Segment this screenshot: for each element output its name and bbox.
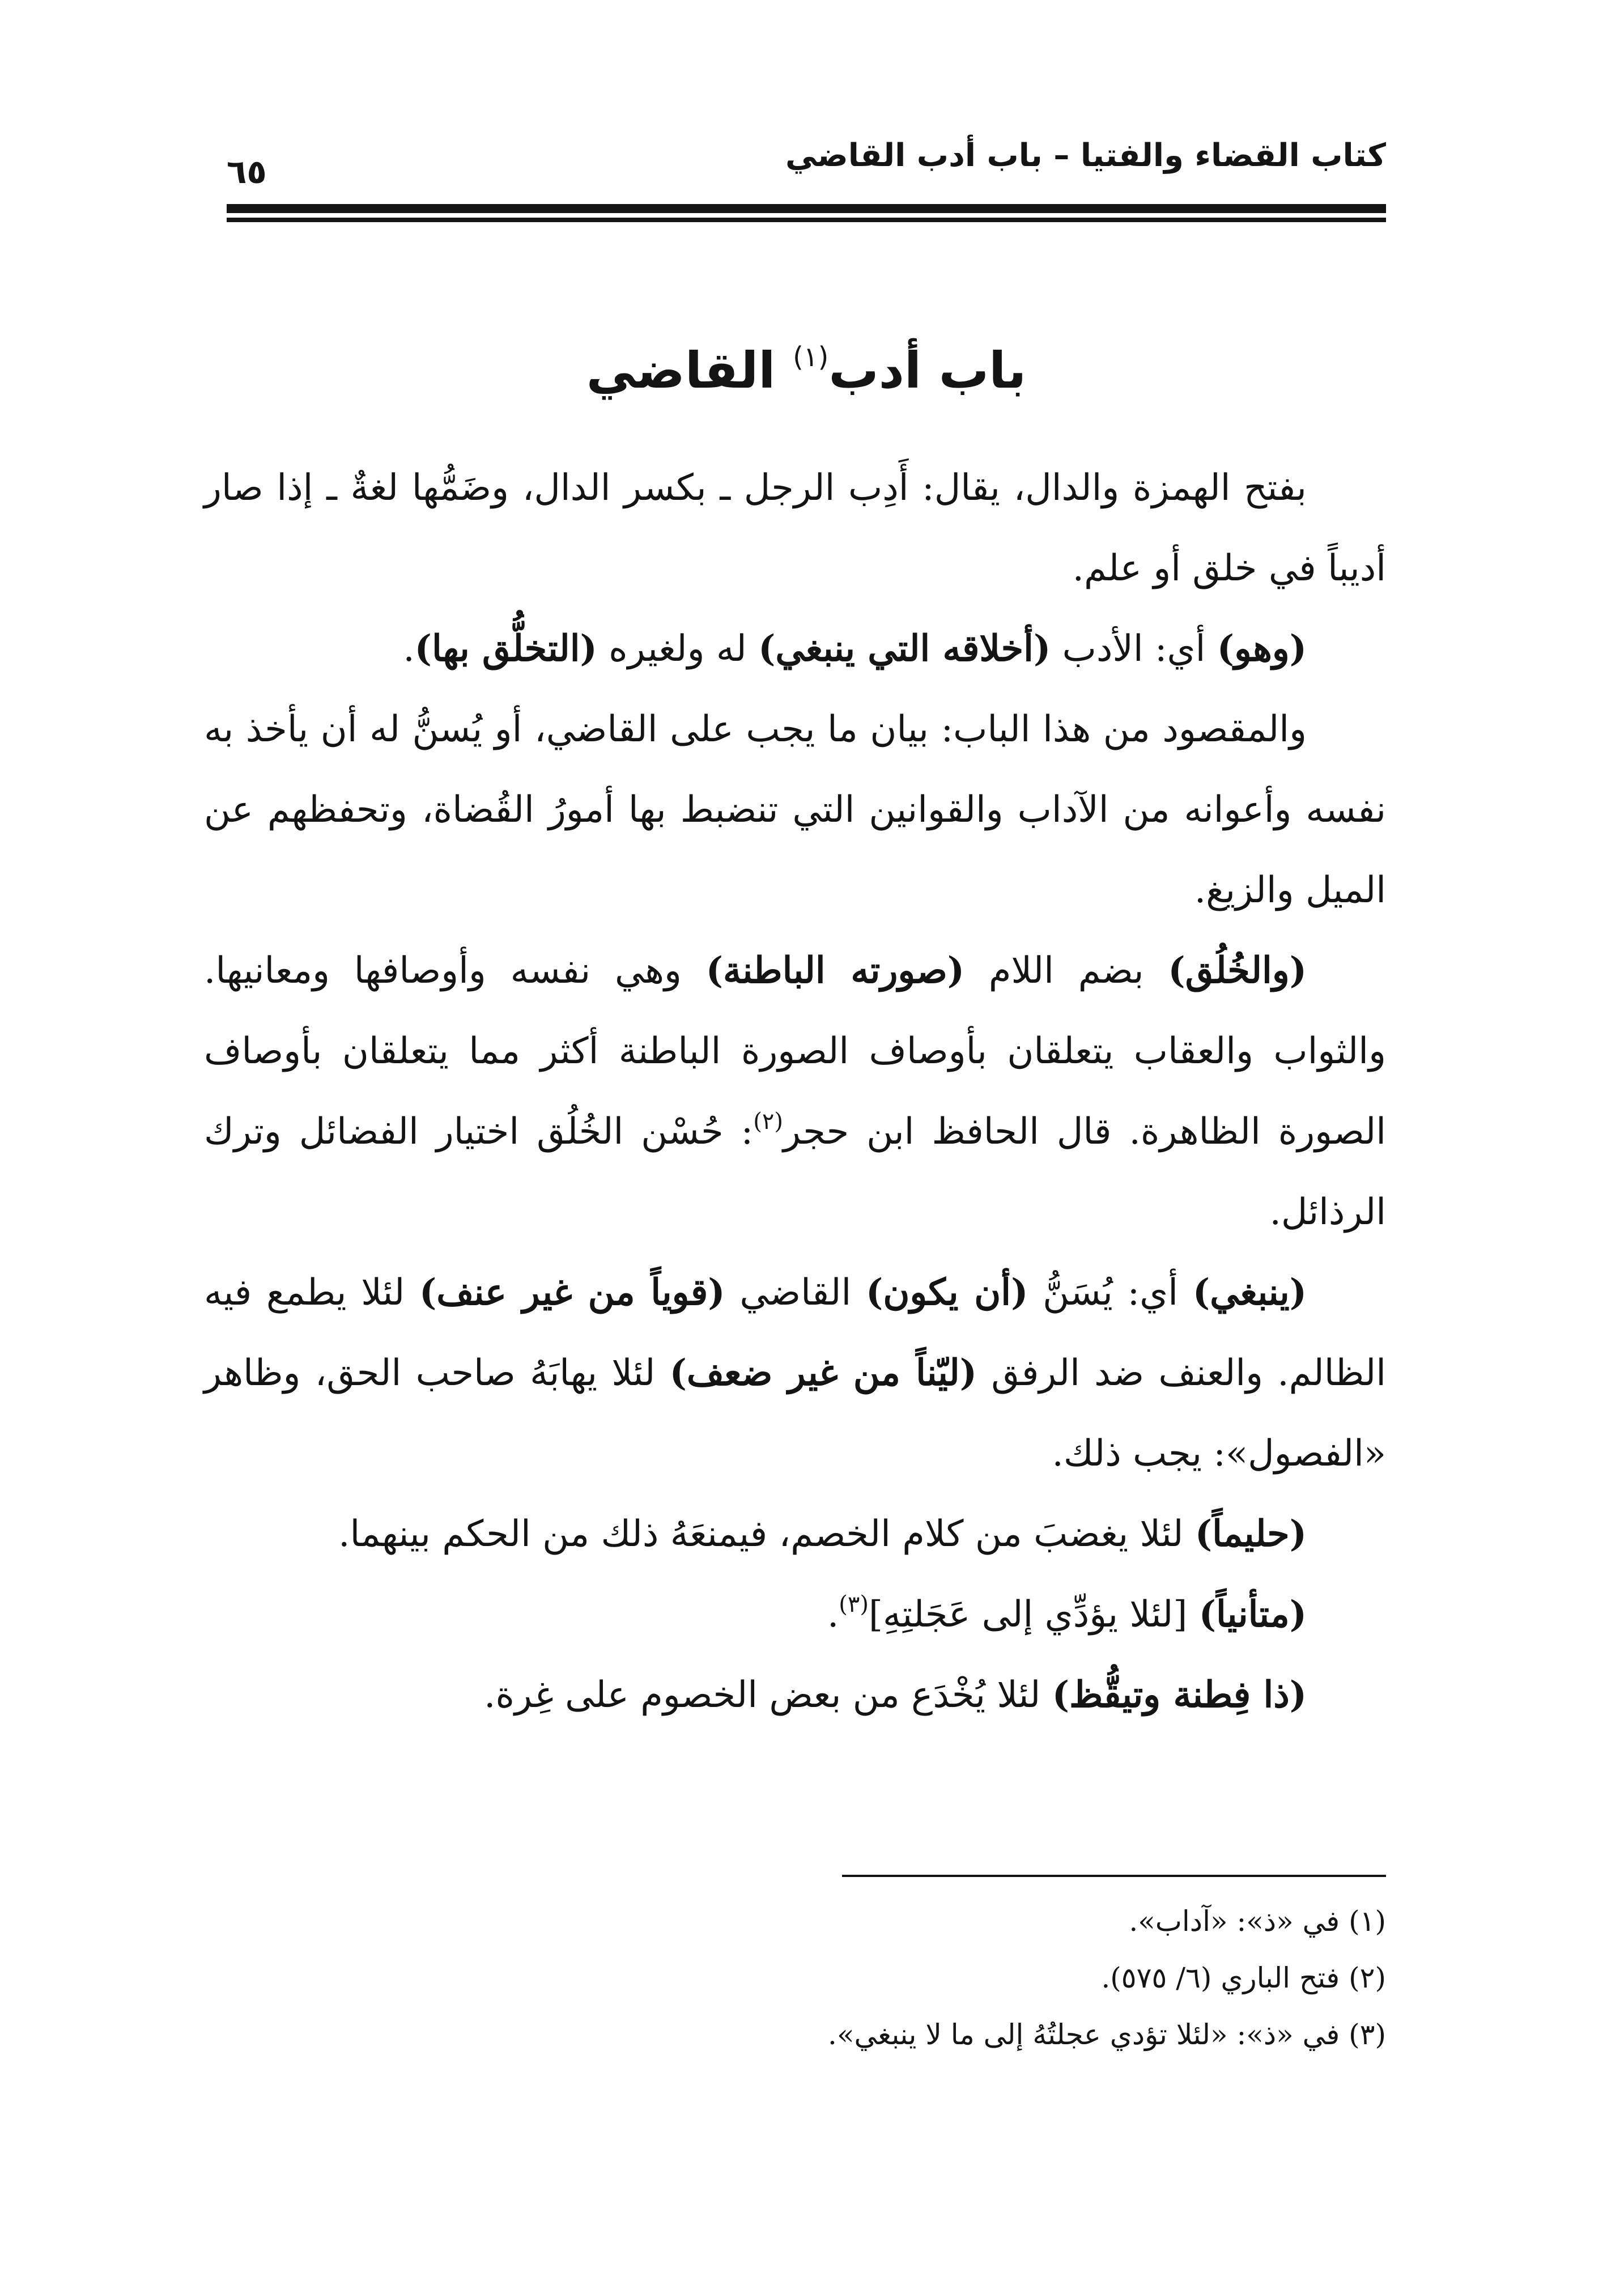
chapter-title-part-b: القاضي bbox=[586, 341, 793, 400]
paragraph bbox=[204, 689, 1386, 931]
text-run: أي: يُسَنُّ bbox=[1028, 1272, 1193, 1314]
paragraph bbox=[204, 1252, 1386, 1494]
footnote-2: (٢) فتح الباري (٦/ ٥٧٥). bbox=[1101, 1961, 1386, 1994]
paragraph bbox=[204, 1655, 1386, 1735]
chapter-title bbox=[227, 317, 1386, 410]
footnote-separator bbox=[842, 1875, 1386, 1877]
header-double-rule bbox=[227, 204, 1386, 223]
text-run: والمقصود من هذا الباب: بيان ما يجب على القاضي، أو يُسنُّ له أن يأخذ به نفسه وأعوانه من الآداب والقوانين التي تنضبط بها أمورُ القُضاة، وتحفظهم عن الميل والزيغ. bbox=[204, 708, 1386, 911]
text-run: . bbox=[827, 1594, 839, 1636]
bold-term: (متأنياً) bbox=[1198, 1593, 1307, 1636]
text-run: لئلا يهابَهُ صاحب الحق، وظاهر «الفصول»: يجب ذلك. bbox=[204, 1352, 1386, 1475]
paragraph bbox=[204, 931, 1386, 1252]
paragraph bbox=[204, 1494, 1386, 1574]
header-rule-thick bbox=[227, 204, 1386, 213]
bold-term: (أن يكون) bbox=[866, 1271, 1028, 1314]
text-run: [لئلا يؤدِّي إلى عَجَلتِهِ] bbox=[869, 1594, 1199, 1636]
bold-term: (ذا فِطنة وتيقُّظ) bbox=[1052, 1674, 1307, 1716]
chapter-title-part-a: باب أدب bbox=[828, 341, 1027, 400]
bold-term: (حليماً) bbox=[1194, 1513, 1307, 1555]
bold-term: (ينبغي) bbox=[1192, 1271, 1307, 1314]
text-run: بضم اللام bbox=[964, 950, 1168, 992]
text-run: أي: الأدب bbox=[1051, 628, 1217, 670]
text-run: القاضي bbox=[725, 1272, 866, 1314]
footnotes bbox=[227, 1893, 1386, 2063]
text-run: لئلا يطمع فيه الظالم. والعنف ضد الرفق bbox=[204, 1272, 1386, 1394]
text-run: وهي نفسه وأوصافها ومعانيها. والثواب والعقاب يتعلقان بأوصاف الصورة الباطنة أكثر مما يتعلقان بأوصاف الصورة الظاهرة. قال الحافظ ابن حجر bbox=[204, 950, 1387, 1153]
running-header bbox=[227, 133, 1386, 201]
page-number: ٦٥ bbox=[227, 152, 267, 191]
text-run: لئلا يُخْدَع من بعض الخصوم على غِرة. bbox=[484, 1674, 1052, 1716]
text-run: . bbox=[403, 628, 415, 670]
paragraph bbox=[204, 448, 1386, 609]
footnote-1: (١) في «ذ»: «آداب». bbox=[1129, 1905, 1386, 1938]
footnote-ref: (٣) bbox=[839, 1591, 869, 1617]
chapter-title-footnote-ref: (١) bbox=[793, 341, 829, 373]
footnote-3: (٣) في «ذ»: «لئلا تؤدي عجلتُهُ إلى ما لا ينبغي». bbox=[828, 2018, 1386, 2051]
body-text bbox=[204, 448, 1386, 1735]
text-run: بفتح الهمزة والدال، يقال: أَدِب الرجل ـ بكسر الدال، وضَمُّها لغةٌ ـ إذا صار أديباً في خلق أو علم. bbox=[204, 467, 1386, 589]
text-run: : حُسْن الخُلُق اختيار الفضائل وترك الرذائل. bbox=[204, 1111, 1386, 1233]
bold-term: (والخُلُق) bbox=[1168, 949, 1307, 992]
text-run: لئلا يغضبَ من كلام الخصم، فيمنعَهُ ذلك من الحكم بينهما. bbox=[338, 1513, 1195, 1555]
paragraph bbox=[204, 609, 1386, 689]
bold-term: (صورته الباطنة) bbox=[705, 949, 965, 992]
bold-term: (وهو) bbox=[1217, 627, 1307, 670]
bold-term: (التخلُّق بها) bbox=[414, 627, 597, 670]
text-run: له ولغيره bbox=[597, 628, 759, 670]
header-rule-thin bbox=[227, 218, 1386, 222]
bold-term: (قوياً من غير عنف) bbox=[419, 1271, 725, 1314]
paragraph bbox=[204, 1574, 1386, 1655]
bold-term: (ليّناً من غير ضعف) bbox=[669, 1352, 977, 1394]
bold-term: (أخلاقه التي ينبغي) bbox=[758, 627, 1051, 670]
running-header-title: كتاب القضاء والفتيا – باب أدب القاضي bbox=[785, 137, 1386, 174]
footnote-ref: (٢) bbox=[753, 1109, 783, 1135]
